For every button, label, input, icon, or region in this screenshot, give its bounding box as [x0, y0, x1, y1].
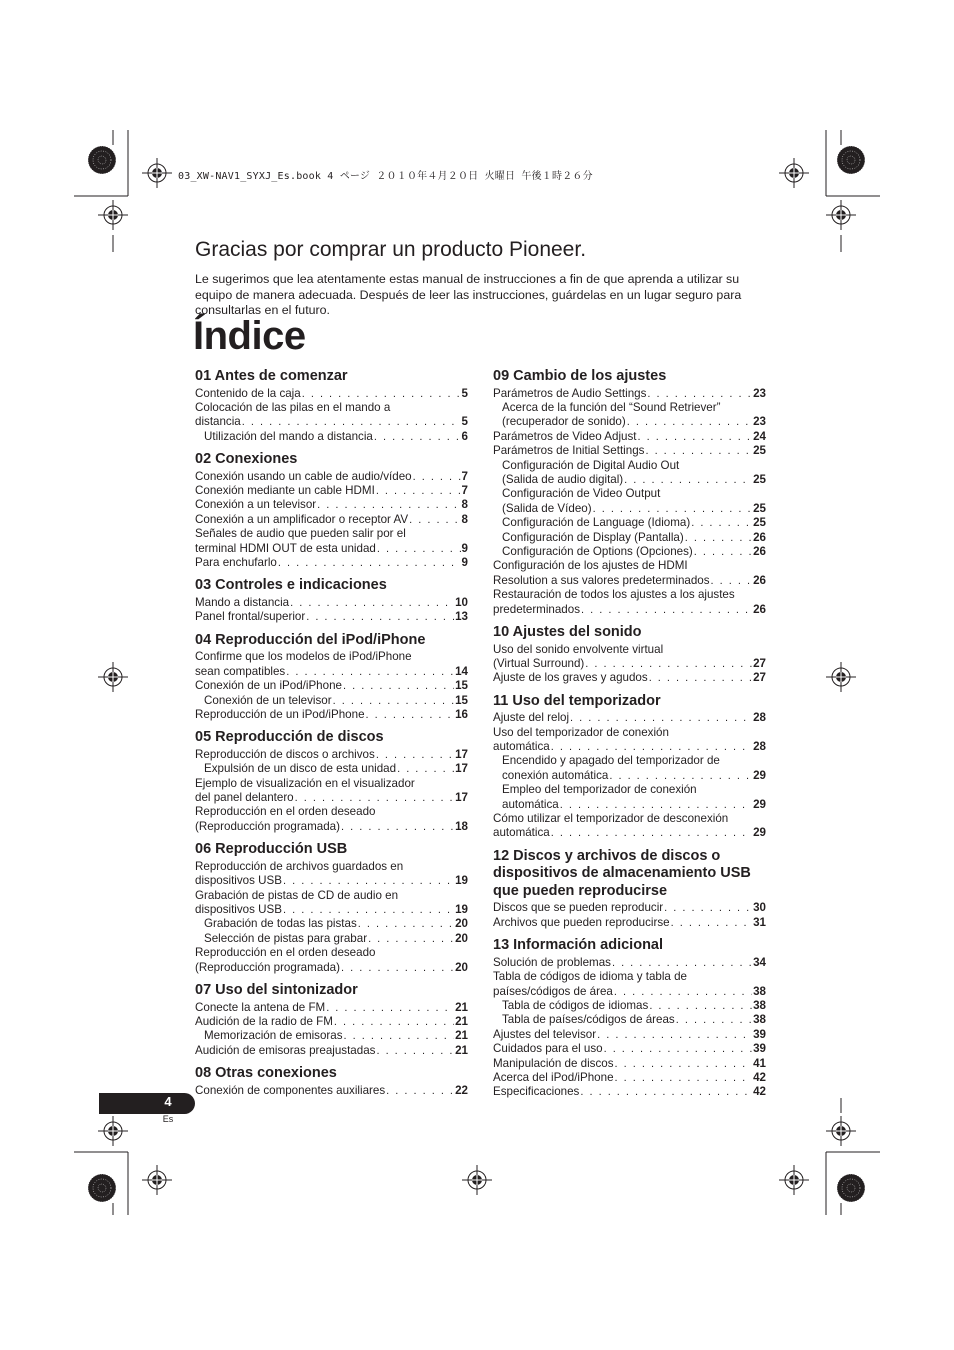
toc-entry-text: conexión automática — [502, 768, 609, 782]
toc-entry[interactable] — [493, 1013, 766, 1027]
toc-entry-text: Utilización del mando a distancia — [204, 429, 373, 443]
toc-entry-text: Configuración de Display (Pantalla) — [502, 530, 684, 544]
toc-page-number: 17 — [455, 791, 468, 805]
leader-dots — [286, 665, 454, 679]
toc-entry-text: Confirme que los modelos de iPod/iPhone — [195, 650, 412, 664]
toc-section-heading: 07 Uso del sintonizador — [195, 982, 358, 998]
toc-page-number: 6 — [461, 429, 468, 443]
toc-entry[interactable] — [195, 946, 468, 975]
toc-page-number: 17 — [455, 747, 468, 761]
toc-entry-text: del panel delantero — [195, 791, 294, 805]
toc-entry-text: Manipulación de discos — [493, 1056, 614, 1070]
toc-entry-text: Configuración de Video Output — [502, 487, 661, 501]
leader-dots — [664, 901, 752, 915]
toc-page-number: 5 — [461, 386, 468, 400]
toc-column-right — [493, 368, 766, 1100]
toc-entry-text: Reproducción de archivos guardados en — [195, 859, 404, 873]
toc-entry-text: Acerca del iPod/iPhone — [493, 1070, 614, 1084]
leader-dots — [290, 596, 454, 610]
toc-entry[interactable] — [493, 956, 766, 970]
toc-page-number: 21 — [455, 1029, 468, 1043]
toc-entry-text: Conecte la antena de FM — [195, 1000, 326, 1014]
toc-entry[interactable] — [493, 754, 766, 783]
leader-dots — [624, 473, 752, 487]
leader-dots — [597, 1028, 752, 1042]
leader-dots — [374, 430, 461, 444]
toc-entry[interactable] — [493, 487, 766, 516]
toc-entry-text: terminal HDMI OUT de esta unidad — [195, 541, 376, 555]
toc-page-number: 9 — [461, 541, 468, 555]
toc-page-number: 26 — [753, 530, 766, 544]
toc-entry[interactable] — [493, 711, 766, 725]
toc-page-number: 18 — [455, 819, 468, 833]
toc-entry-text: Configuración de Options (Opciones) — [502, 544, 693, 558]
leader-dots — [397, 762, 454, 776]
toc-entry-text: Reproducción de discos o archivos — [195, 747, 375, 761]
toc-page-number: 20 — [455, 931, 468, 945]
tagline: Gracias por comprar un producto Pioneer. — [195, 238, 587, 261]
toc-entry-text: Selección de pistas para grabar — [204, 931, 368, 945]
toc-entry[interactable] — [195, 1044, 468, 1058]
leader-dots — [409, 513, 460, 527]
toc-entry-text: Grabación de todas las pistas — [204, 917, 357, 931]
leader-dots — [413, 470, 461, 484]
toc-entry-text: dispositivos USB — [195, 874, 282, 888]
toc-entry[interactable] — [195, 694, 468, 708]
toc-page-number: 39 — [753, 1042, 766, 1056]
toc-entry[interactable] — [493, 671, 766, 685]
toc-entry-text: Expulsión de un disco de esta unidad — [204, 762, 397, 776]
toc-entry[interactable] — [195, 527, 468, 556]
leader-dots — [581, 603, 752, 617]
toc-section-heading: 04 Reproducción del iPod/iPhone — [195, 631, 426, 648]
toc-entry[interactable] — [195, 679, 468, 693]
toc-page-number: 10 — [455, 595, 468, 609]
toc-page-number: 25 — [753, 472, 766, 486]
toc-entry[interactable] — [493, 387, 766, 401]
toc-entry-text: Conexión de un iPod/iPhone — [195, 679, 342, 693]
toc-entry-text: Configuración de Digital Audio Out — [502, 458, 680, 472]
toc-entry-text: Uso del sonido envolvente virtual — [493, 642, 664, 656]
toc-entry-text: Cómo utilizar el temporizador de desconexión — [493, 812, 729, 826]
toc-entry[interactable] — [195, 1015, 468, 1029]
toc-section-heading: 09 Cambio de los ajustes — [493, 368, 667, 384]
toc-entry[interactable] — [493, 643, 766, 672]
leader-dots — [694, 545, 752, 559]
toc-entry[interactable] — [195, 748, 468, 762]
toc-entry[interactable] — [195, 917, 468, 931]
leader-dots — [580, 1085, 752, 1099]
toc-entry[interactable] — [195, 708, 468, 722]
toc-page-number: 20 — [455, 917, 468, 931]
toc-entry-text: dispositivos USB — [195, 902, 282, 916]
leader-dots — [366, 708, 455, 722]
toc-entry[interactable] — [195, 470, 468, 484]
toc-page-number: 42 — [753, 1070, 766, 1084]
toc-entry-text: Reproducción de un iPod/iPhone — [195, 707, 365, 721]
toc-page-number: 28 — [753, 711, 766, 725]
toc-page-number: 42 — [753, 1085, 766, 1099]
toc-entry-text: predeterminados — [493, 602, 581, 616]
toc-page-number: 27 — [753, 656, 766, 670]
toc-page-number: 23 — [753, 386, 766, 400]
toc-entry-text: Uso del temporizador de conexión — [493, 725, 669, 739]
toc-entry-text: Reproducción en el orden deseado — [195, 946, 376, 960]
toc-section-heading: 13 Información adicional — [493, 937, 664, 954]
toc-section-heading: 05 Reproducción de discos — [195, 729, 384, 746]
toc-page-number: 17 — [455, 762, 468, 776]
print-header-line: 03_XW-NAV1_SYXJ_Es.book 4 ページ ２０１０年４月２０日 火曜日 午後１時２６分 — [178, 171, 593, 182]
toc-entry-text: Encendido y apagado del temporizador de — [502, 754, 720, 768]
toc-entry-text: Panel frontal/superior — [195, 610, 306, 624]
toc-entry[interactable] — [195, 513, 468, 527]
toc-section-heading: 01 Antes de comenzar — [195, 368, 348, 384]
toc-page-number: 19 — [455, 874, 468, 888]
toc-entry[interactable] — [493, 516, 766, 530]
leader-dots — [341, 961, 454, 975]
toc-entry[interactable] — [493, 531, 766, 545]
toc-page-number: 25 — [753, 516, 766, 530]
intro-paragraph: Le sugerimos que lea atentamente estas manual de instrucciones a fin de que aprenda a utilizar su equipo de manera adecuada. Después de leer las instrucciones, guárdelas en un lugar seguro para consultarlas en el futuro. — [195, 272, 742, 318]
toc-entry-text: Acerca de la función del “Sound Retriever” — [502, 400, 721, 414]
toc-page-number: 5 — [461, 415, 468, 429]
toc-entry-text: Conexión a un amplificador o receptor AV — [195, 512, 409, 526]
toc-entry-text: sean compatibles — [195, 664, 286, 678]
toc-entry[interactable] — [195, 932, 468, 946]
toc-entry-text: Restauración de todos los ajustes a los ajustes — [493, 588, 735, 602]
toc-page-number: 22 — [455, 1083, 468, 1097]
toc-entry-text: Parámetros de Initial Settings — [493, 444, 645, 458]
leader-dots — [685, 531, 752, 545]
toc-entry-text: (Salida de audio digital) — [502, 472, 624, 486]
toc-entry-text: Audición de la radio de FM — [195, 1014, 333, 1028]
leader-dots — [615, 1057, 753, 1071]
toc-entry-text: Grabación de pistas de CD de audio en — [195, 888, 399, 902]
toc-page-number: 8 — [461, 512, 468, 526]
toc-page-number: 19 — [455, 902, 468, 916]
toc-entry-text: Ejemplo de visualización en el visualizador — [195, 776, 415, 790]
toc-section-heading: 06 Reproducción USB — [195, 841, 348, 858]
toc-page-number: 29 — [753, 797, 766, 811]
leader-dots — [341, 820, 454, 834]
leader-dots — [570, 711, 752, 725]
toc-entry[interactable] — [493, 588, 766, 617]
leader-dots — [376, 1044, 454, 1058]
leader-dots — [560, 798, 752, 812]
leader-dots — [612, 956, 752, 970]
leader-dots — [358, 917, 454, 931]
toc-page-number: 9 — [461, 556, 468, 570]
toc-page-number: 26 — [753, 602, 766, 616]
toc-entry-text: Colocación de las pilas en el mando a — [195, 400, 391, 414]
toc-entry[interactable] — [195, 610, 468, 624]
toc-entry[interactable] — [195, 1029, 468, 1043]
toc-page-number: 7 — [461, 484, 468, 498]
toc-entry[interactable] — [493, 545, 766, 559]
leader-dots — [295, 791, 454, 805]
toc-entry-text: Cuidados para el uso — [493, 1042, 603, 1056]
toc-entry-text: (Reproducción programada) — [195, 819, 340, 833]
leader-dots — [376, 484, 461, 498]
toc-page-number: 26 — [753, 544, 766, 558]
leader-dots — [585, 657, 752, 671]
toc-page-number: 21 — [455, 1014, 468, 1028]
toc-entry-text: Tabla de países/códigos de áreas — [502, 1013, 675, 1027]
leader-dots — [627, 415, 752, 429]
toc-entry-text: automática — [493, 740, 550, 754]
toc-entry-text: Conexión de un televisor — [204, 693, 332, 707]
leader-dots — [306, 610, 454, 624]
toc-entry-text: Para enchufarlo — [195, 556, 277, 570]
toc-page-number: 25 — [753, 501, 766, 515]
toc-entry-text: Discos que se pueden reproducir — [493, 901, 664, 915]
toc-entry-text: Solución de problemas — [493, 955, 611, 969]
toc-entry[interactable] — [493, 430, 766, 444]
toc-entry[interactable] — [195, 1001, 468, 1015]
toc-entry-text: (recuperador de sonido) — [502, 415, 626, 429]
toc-page-number: 27 — [753, 671, 766, 685]
leader-dots — [614, 985, 752, 999]
toc-entry-text: (Salida de Vídeo) — [502, 501, 592, 515]
toc-entry-text: Parámetros de Audio Settings — [493, 386, 647, 400]
toc-entry[interactable] — [493, 970, 766, 999]
toc-entry[interactable] — [195, 401, 468, 430]
toc-section-heading: 08 Otras conexiones — [195, 1065, 337, 1082]
toc-page-number: 29 — [753, 768, 766, 782]
leader-dots — [302, 387, 461, 401]
toc-entry-text: Especificaciones — [493, 1085, 580, 1099]
page-number: 4 — [164, 1094, 172, 1109]
toc-page-number: 29 — [753, 826, 766, 840]
toc-page-number: 20 — [455, 960, 468, 974]
toc-entry-text: Configuración de los ajustes de HDMI — [493, 559, 688, 573]
toc-entry[interactable] — [195, 762, 468, 776]
toc-entry[interactable] — [195, 805, 468, 834]
leader-dots — [326, 1001, 454, 1015]
leader-dots — [645, 444, 752, 458]
toc-page-number: 23 — [753, 415, 766, 429]
toc-entry-text: (Reproducción programada) — [195, 960, 340, 974]
toc-entry[interactable] — [195, 387, 468, 401]
toc-entry[interactable] — [493, 812, 766, 841]
toc-entry-text: (Virtual Surround) — [493, 656, 585, 670]
toc-entry-text: Conexión de componentes auxiliares — [195, 1083, 386, 1097]
toc-page-number: 24 — [753, 429, 766, 443]
toc-entry[interactable] — [195, 596, 468, 610]
toc-entry-text: Reproducción en el orden deseado — [195, 805, 376, 819]
leader-dots — [676, 1013, 752, 1027]
toc-entry[interactable] — [493, 901, 766, 915]
toc-entry-text: automática — [502, 797, 559, 811]
toc-page-number: 39 — [753, 1027, 766, 1041]
toc-page-number: 30 — [753, 901, 766, 915]
leader-dots — [343, 679, 454, 693]
toc-page-number: 38 — [753, 1013, 766, 1027]
toc-entry-text: Conexión a un televisor — [195, 498, 317, 512]
toc-entry[interactable] — [493, 726, 766, 755]
leader-dots — [691, 516, 752, 530]
page-language: Es — [162, 1114, 174, 1124]
toc-entry[interactable] — [195, 777, 468, 806]
leader-dots — [333, 694, 454, 708]
leader-dots — [278, 556, 461, 570]
toc-column-left — [195, 368, 468, 1098]
toc-page-number: 16 — [455, 707, 468, 721]
leader-dots — [344, 1029, 455, 1043]
toc-entry[interactable] — [195, 1084, 468, 1098]
leader-dots — [283, 874, 454, 888]
toc-page-number: 41 — [753, 1056, 766, 1070]
toc-entry[interactable] — [493, 444, 766, 458]
leader-dots — [283, 903, 454, 917]
leader-dots — [377, 542, 461, 556]
toc-section-heading: 10 Ajustes del sonido — [493, 624, 642, 640]
toc-entry[interactable] — [493, 459, 766, 488]
toc-page-number: 7 — [461, 469, 468, 483]
leader-dots — [638, 430, 753, 444]
page-number-badge — [99, 1093, 195, 1114]
toc-entry-text: Configuración de Language (Idioma) — [502, 516, 691, 530]
toc-entry[interactable] — [195, 650, 468, 679]
toc-entry-text: Tabla de códigos de idiomas — [502, 998, 649, 1012]
toc-entry-text: Ajuste del reloj — [493, 711, 570, 725]
leader-dots — [593, 502, 753, 516]
leader-dots — [711, 574, 753, 588]
toc-entry-text: automática — [493, 826, 550, 840]
toc-page-number: 13 — [455, 610, 468, 624]
toc-page-number: 14 — [455, 664, 468, 678]
toc-page-number: 34 — [753, 955, 766, 969]
toc-entry-text: Contenido de la caja — [195, 386, 301, 400]
leader-dots — [368, 932, 454, 946]
toc-entry[interactable] — [195, 889, 468, 918]
toc-page-number: 21 — [455, 1000, 468, 1014]
leader-dots — [649, 999, 752, 1013]
leader-dots — [386, 1084, 454, 1098]
leader-dots — [649, 671, 752, 685]
leader-dots — [615, 1071, 753, 1085]
toc-section-heading: 03 Controles e indicaciones — [195, 577, 387, 594]
leader-dots — [376, 748, 454, 762]
leader-dots — [317, 498, 460, 512]
leader-dots — [551, 826, 752, 840]
leader-dots — [604, 1042, 753, 1056]
toc-entry[interactable] — [195, 860, 468, 889]
leader-dots — [242, 415, 461, 429]
leader-dots — [551, 740, 752, 754]
toc-page-number: 8 — [461, 498, 468, 512]
toc-entry[interactable] — [493, 1028, 766, 1042]
toc-entry-text: Conexión mediante un cable HDMI — [195, 484, 375, 498]
toc-entry[interactable] — [493, 1042, 766, 1056]
toc-page-number: 38 — [753, 998, 766, 1012]
toc-page-number: 31 — [753, 915, 766, 929]
toc-entry[interactable] — [493, 999, 766, 1013]
toc-entry-text: distancia — [195, 415, 241, 429]
toc-entry-text: Parámetros de Video Adjust — [493, 429, 637, 443]
toc-entry-text: Memorización de emisoras — [204, 1029, 343, 1043]
toc-entry[interactable] — [493, 1057, 766, 1071]
toc-page-number: 38 — [753, 984, 766, 998]
toc-section-heading: 12 Discos y archivos de discos o dispositivos de almacenamiento USB que pueden reproducirse — [493, 847, 751, 899]
toc-page-number: 28 — [753, 740, 766, 754]
toc-entry-text: Audición de emisoras preajustadas — [195, 1043, 376, 1057]
toc-entry[interactable] — [493, 401, 766, 430]
toc-entry-text: Resolution a sus valores predeterminados — [493, 573, 710, 587]
page-title: Índice — [193, 314, 306, 358]
toc-section-heading: 11 Uso del temporizador — [493, 692, 661, 709]
toc-entry[interactable] — [493, 1085, 766, 1099]
toc-entry[interactable] — [493, 559, 766, 588]
toc-entry-text: Empleo del temporizador de conexión — [502, 783, 697, 797]
toc-entry-text: Conexión usando un cable de audio/vídeo — [195, 469, 412, 483]
toc-entry-text: Mando a distancia — [195, 595, 290, 609]
toc-entry-text: Señales de audio que pueden salir por el — [195, 527, 406, 541]
toc-entry[interactable] — [195, 484, 468, 498]
toc-section-heading: 02 Conexiones — [195, 451, 298, 468]
leader-dots — [647, 387, 752, 401]
toc-entry-text: Archivos que pueden reproducirse — [493, 915, 670, 929]
toc-entry[interactable] — [195, 556, 468, 570]
toc-entry[interactable] — [493, 1071, 766, 1085]
toc-page-number: 15 — [455, 693, 468, 707]
leader-dots — [609, 769, 752, 783]
toc-entry[interactable] — [195, 498, 468, 512]
toc-entry[interactable] — [493, 916, 766, 930]
toc-entry-text: Ajustes del televisor — [493, 1027, 597, 1041]
leader-dots — [334, 1015, 454, 1029]
leader-dots — [671, 916, 753, 930]
toc-page-number: 21 — [455, 1043, 468, 1057]
toc-entry-text: Tabla de códigos de idioma y tabla de — [493, 970, 688, 984]
toc-entry[interactable] — [195, 430, 468, 444]
toc-page-number: 26 — [753, 573, 766, 587]
toc-page-number: 25 — [753, 444, 766, 458]
toc-entry[interactable] — [493, 783, 766, 812]
toc-entry-text: países/códigos de área — [493, 984, 613, 998]
toc-entry-text: Ajuste de los graves y agudos — [493, 671, 648, 685]
toc-page-number: 15 — [455, 679, 468, 693]
